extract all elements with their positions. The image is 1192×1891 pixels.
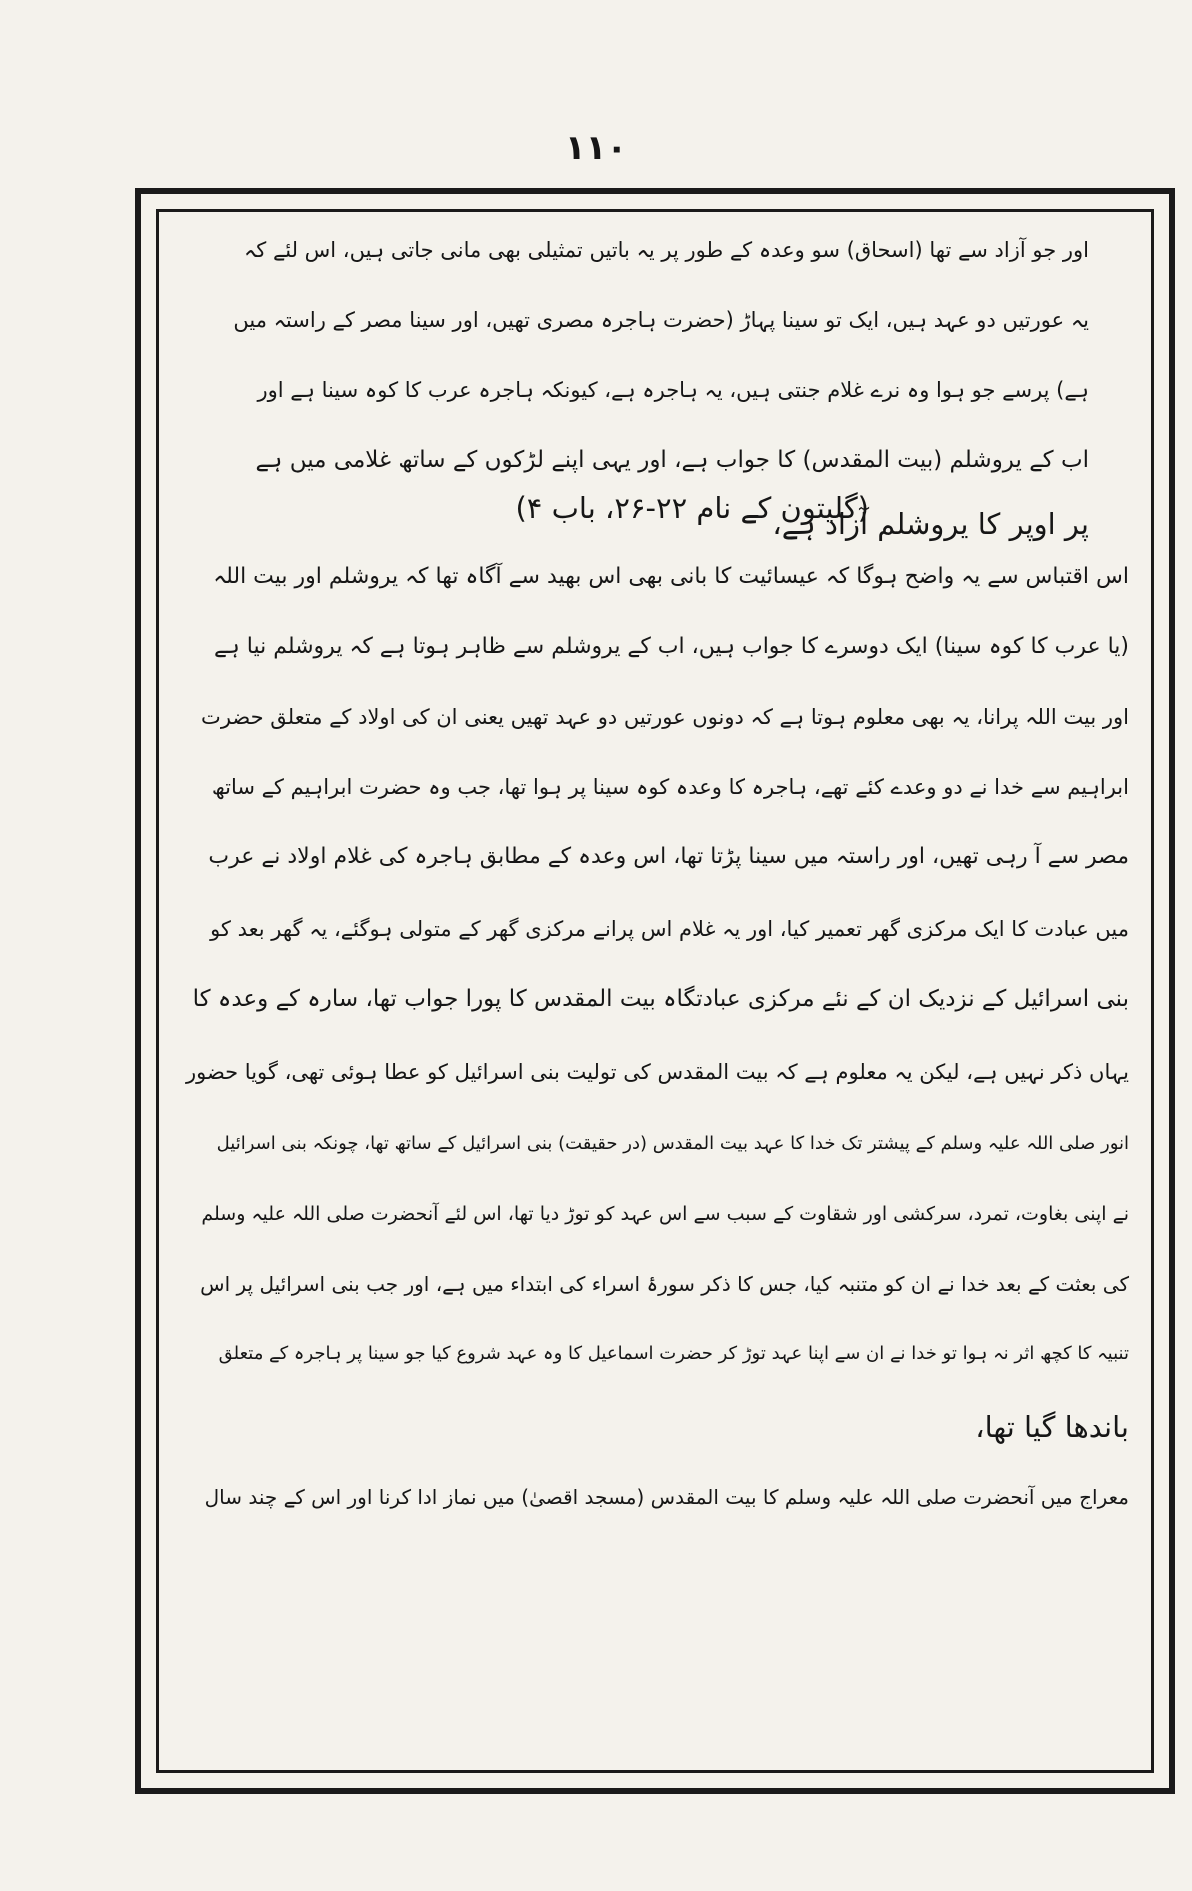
citation: (گلیتون کے نام ۲۲-۲۶، باب ۴) xyxy=(515,491,869,525)
paragraph-line: مصر سے آ رہی تھیں، اور راستہ میں سینا پڑتا تھا، اس وعدہ کے مطابق ہاجرہ کی غلام اولاد نے عرب xyxy=(208,844,1129,869)
page-border xyxy=(135,188,1175,1794)
page-number: ١١٠ xyxy=(564,128,628,168)
paragraph-line: اور بیت اللہ پرانا، یہ بھی معلوم ہوتا ہے کہ دونوں عورتیں دو عہد تھیں یعنی ان کی اولاد کے متعلق حضرت xyxy=(201,705,1129,729)
paragraph-line: تنبیہ کا کچھ اثر نہ ہوا تو خدا نے ان سے اپنا عہد توڑ کر حضرت اسماعیل کا وہ عہد شروع کیا جو سینا پر ہاجرہ کے متعلق xyxy=(218,1343,1129,1364)
paragraph-line: ابراہیم سے خدا نے دو وعدے کئے تھے، ہاجرہ کا وعدہ کوہ سینا پر ہوا تھا، جب وہ حضرت ابراہیم کے ساتھ xyxy=(211,775,1129,799)
quote-line: پر اوپر کا یروشلم آزاد ہے، xyxy=(772,507,1089,541)
page-border-inner xyxy=(156,209,1154,1773)
quote-line: اور جو آزاد سے تھا (اسحاق) سو وعدہ کے طور پر یہ باتیں تمثیلی بھی مانی جاتی ہیں، اس لئے کہ xyxy=(243,238,1089,262)
quote-line: اب کے یروشلم (بیت المقدس) کا جواب ہے، اور یہی اپنے لڑکوں کے ساتھ غلامی میں ہے xyxy=(255,447,1089,473)
paragraph-line: میں عبادت کا ایک مرکزی گھر تعمیر کیا، اور یہ غلام اس پرانے مرکزی گھر کے متولی ہوگئے، یہ گھر بعد کو xyxy=(210,917,1129,941)
paragraph-line: معراج میں آنحضرت صلی اللہ علیہ وسلم کا بیت المقدس (مسجد اقصیٰ) میں نماز ادا کرنا اور اس کے چند سال xyxy=(204,1485,1129,1509)
paragraph-line: بنی اسرائیل کے نزدیک ان کے نئے مرکزی عبادتگاہ بیت المقدس کا پورا جواب تھا، سارہ کے وعدہ کا xyxy=(192,986,1129,1012)
paragraph-line: انور صلی اللہ علیہ وسلم کے پیشتر تک خدا کا عہد بیت المقدس (در حقیقت) بنی اسرائیل کے ساتھ تھا، چونکہ بنی اسرائیل xyxy=(216,1133,1129,1154)
paragraph-line: (یا عرب کا کوہ سینا) ایک دوسرے کا جواب ہیں، اب کے یروشلم سے ظاہر ہوتا ہے کہ یروشلم نیا ہے xyxy=(213,634,1129,659)
page-text xyxy=(181,212,1129,1770)
paragraph-line: اس اقتباس سے یہ واضح ہوگا کہ عیسائیت کا بانی بھی اس بھید سے آگاہ تھا کہ یروشلم اور بیت اللہ xyxy=(213,564,1129,589)
paragraph-line: یہاں ذکر نہیں ہے، لیکن یہ معلوم ہے کہ بیت المقدس کی تولیت بنی اسرائیل کو عطا ہوئی تھی، گویا حضور xyxy=(185,1060,1129,1084)
quote-line: ہے) پرسے جو ہوا وہ نرے غلام جنتی ہیں، یہ ہاجرہ ہے، کیونکہ ہاجرہ عرب کا کوہ سینا ہے اور xyxy=(257,378,1089,402)
paragraph-line: کی بعثت کے بعد خدا نے ان کو متنبہ کیا، جس کا ذکر سورۂ اسراء کی ابتداء میں ہے، اور جب بنی اسرائیل پر اس xyxy=(200,1272,1129,1296)
paragraph-line: نے اپنی بغاوت، تمرد، سرکشی اور شقاوت کے سبب سے اس عہد کو توڑ دیا تھا، اس لئے آنحضرت صلی اللہ علیہ وسلم xyxy=(201,1203,1129,1225)
quote-line: یہ عورتیں دو عہد ہیں، ایک تو سینا پہاڑ (حضرت ہاجرہ مصری تھیں، اور سینا مصر کے راستہ میں xyxy=(233,308,1089,332)
paragraph-line: باندھا گیا تھا، xyxy=(975,1410,1129,1444)
